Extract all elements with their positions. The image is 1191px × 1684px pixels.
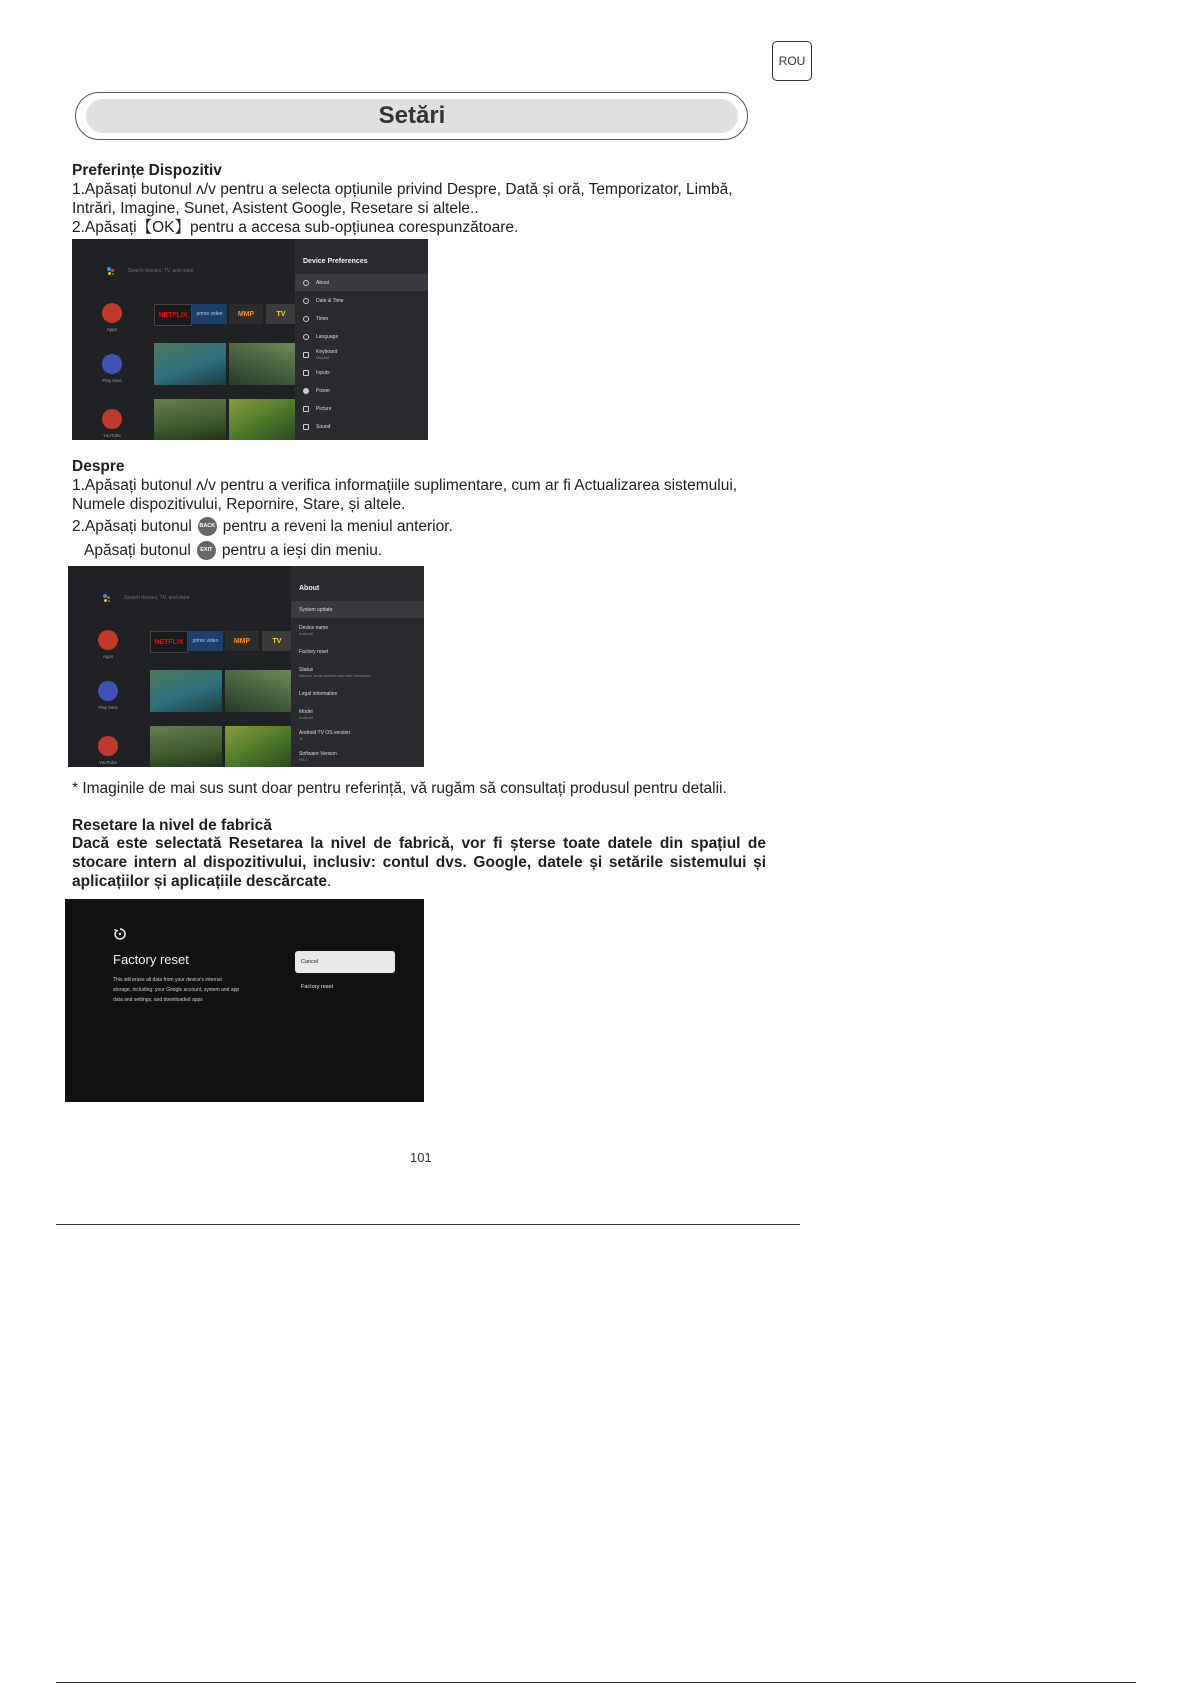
reset-body: Dacă este selectată Resetarea la nivel de fabrică, vor fi șterse toate datele din spațiul de stocare intern al dispozitivului, inclusiv: contul dvs. Google, datele și setările sistemului și aplicațiilor și aplicațiile descărcate.	[72, 835, 766, 890]
about-exit-line: Apăsați butonul EXIT pentru a ieși din meniu.	[84, 542, 383, 559]
reference-note: * Imaginile de mai sus sunt doar pentru referință, vă rugăm să consultați produsul pentru detalii.	[72, 780, 727, 797]
back-button-icon: BACK	[198, 517, 217, 536]
menu-item-model[interactable]: Model Android	[299, 708, 313, 720]
side-label-apps: Apps	[106, 327, 118, 332]
about-line-1: 1.Apăsați butonul ʌ/v pentru a verifica informațiile suplimentare, cum ar fi Actualizarea sistemului,	[72, 477, 738, 494]
menu-item-android-tv-os-version[interactable]: Android TV OS version 11	[299, 729, 351, 741]
side-label-play-next: Play Next	[102, 378, 122, 383]
preferences-line-3: 2.Apăsați【OK】pentru a accesa sub-opțiunea corespunzătoare.	[72, 219, 519, 236]
video-thumbnail	[154, 343, 226, 385]
input-icon	[303, 370, 309, 376]
keyboard-icon	[303, 352, 309, 358]
play-next-icon	[98, 681, 118, 701]
clock-icon	[303, 298, 309, 304]
menu-item-software-version[interactable]: Software Version V0.1	[299, 750, 337, 762]
apps-icon	[102, 303, 122, 323]
apps-icon	[98, 630, 118, 650]
factory-reset-button[interactable]: Factory reset	[301, 984, 334, 990]
mmp-tile: MMP	[225, 631, 259, 651]
menu-item-sound[interactable]: Sound	[295, 418, 428, 435]
about-screenshot	[68, 566, 424, 767]
google-assistant-icon	[107, 267, 115, 275]
youtube-icon	[98, 736, 118, 756]
youtube-icon	[102, 409, 122, 429]
tv-tile: TV	[266, 304, 296, 324]
side-label-youtube: YouTube	[99, 760, 117, 765]
about-back-line: 2.Apăsați butonul BACK pentru a reveni la meniul anterior.	[72, 518, 453, 535]
about-line-2: Numele dispozitivului, Repornire, Stare, și altele.	[72, 496, 406, 513]
about-menu	[291, 566, 424, 767]
mmp-tile: MMP	[229, 304, 263, 324]
video-thumbnail	[229, 343, 296, 385]
factory-reset-screenshot	[65, 899, 424, 1102]
page-number: 101	[410, 1150, 432, 1165]
video-thumbnail	[225, 726, 292, 767]
menu-item-timer[interactable]: Timer	[295, 310, 428, 327]
monitor-icon	[303, 406, 309, 412]
prime-video-tile: prime video	[192, 304, 227, 324]
google-assistant-icon	[103, 594, 111, 602]
menu-item-status[interactable]: Status Network, serial numbers and other information	[299, 666, 371, 678]
language-badge: ROU	[772, 41, 812, 81]
preferences-line-2: Intrări, Imagine, Sunet, Asistent Google, Resetare si altele..	[72, 200, 479, 217]
device-preferences-menu	[295, 239, 428, 440]
search-hint: Search movies, TV, and more	[128, 268, 194, 274]
cancel-button[interactable]: Cancel	[295, 951, 395, 973]
play-next-icon	[102, 354, 122, 374]
side-label-youtube: YouTube	[103, 433, 121, 438]
menu-title: Device Preferences	[303, 258, 368, 265]
video-thumbnail	[154, 399, 226, 440]
reset-heading: Resetare la nivel de fabrică	[72, 817, 272, 834]
factory-reset-title: Factory reset	[113, 952, 189, 967]
menu-item-system-update[interactable]: System update	[291, 601, 424, 618]
menu-item-keyboard[interactable]: Keyboard Gboard	[295, 346, 428, 363]
page-divider	[56, 1224, 800, 1225]
menu-item-inputs[interactable]: Inputs	[295, 364, 428, 381]
netflix-tile: NETFLIX	[150, 631, 188, 653]
info-icon	[303, 280, 309, 286]
netflix-tile: NETFLIX	[154, 304, 192, 326]
side-label-play-next: Play Next	[98, 705, 118, 710]
about-heading: Despre	[72, 458, 125, 475]
factory-reset-description: This will erase all data from your device's internal storage, including: your Google account, system and app data and settings, and downloaded apps	[113, 977, 240, 1003]
device-preferences-screenshot	[72, 239, 428, 440]
globe-icon	[303, 334, 309, 340]
video-thumbnail	[225, 670, 292, 712]
menu-item-language[interactable]: Language	[295, 328, 428, 345]
speaker-icon	[303, 424, 309, 430]
menu-item-date-time[interactable]: Date & Time	[295, 292, 428, 309]
search-hint: Search movies, TV, and more	[124, 595, 190, 601]
prime-video-tile: prime video	[188, 631, 223, 651]
preferences-heading: Preferințe Dispozitiv	[72, 162, 222, 179]
page-bottom-rule	[56, 1682, 1136, 1683]
reset-icon	[113, 927, 127, 941]
menu-item-picture[interactable]: Picture	[295, 400, 428, 417]
tv-tile: TV	[262, 631, 292, 651]
menu-item-device-name[interactable]: Device name Android	[299, 624, 329, 636]
menu-title: About	[299, 585, 320, 592]
video-thumbnail	[150, 670, 222, 712]
menu-item-legal-information[interactable]: Legal information	[299, 690, 338, 697]
preferences-line-1: 1.Apăsați butonul ʌ/v pentru a selecta opțiunile privind Despre, Dată și oră, Temporizator, Limbă,	[72, 181, 733, 198]
menu-item-power[interactable]: Power	[295, 382, 428, 399]
video-thumbnail	[229, 399, 296, 440]
side-label-apps: Apps	[102, 654, 114, 659]
video-thumbnail	[150, 726, 222, 767]
exit-button-icon: EXIT	[197, 541, 216, 560]
page-title: Setări	[86, 99, 738, 133]
menu-item-about[interactable]: About	[295, 274, 428, 291]
timer-icon	[303, 316, 309, 322]
power-icon	[303, 388, 309, 394]
menu-item-factory-reset[interactable]: Factory reset	[299, 648, 329, 655]
